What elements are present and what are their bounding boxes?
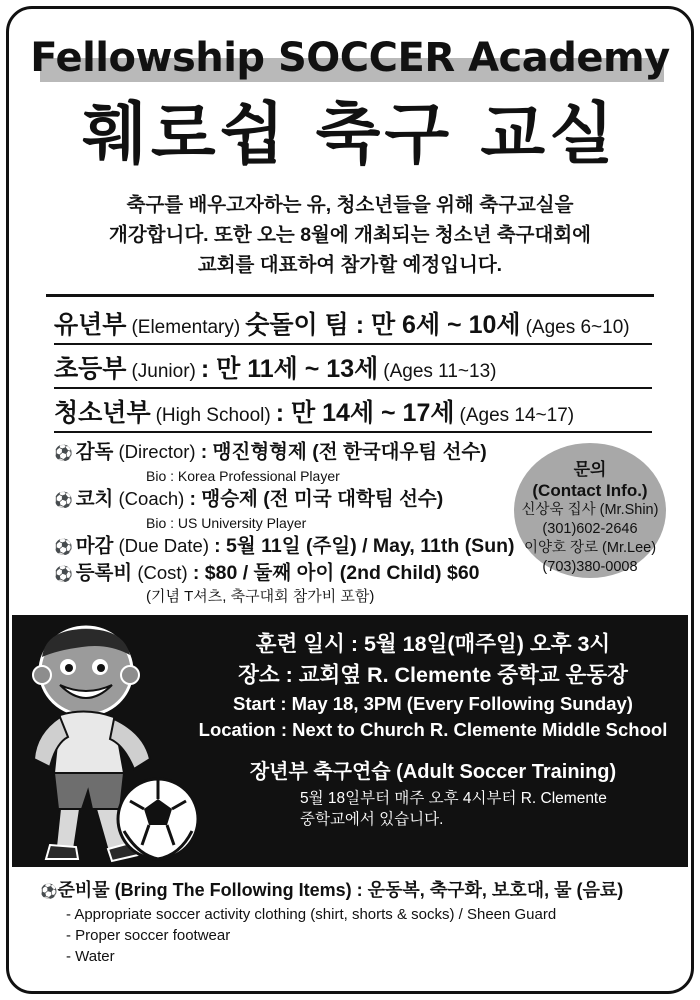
soccer-ball-bullet-icon: ⚽ xyxy=(40,883,58,899)
bring-item: - Appropriate soccer activity clothing (shirt, shorts & socks) / Sheen Guard xyxy=(66,906,557,923)
age-group-list xyxy=(54,305,652,433)
group-name-english: (High School) xyxy=(155,405,271,426)
director-bio: Bio : Korea Professional Player xyxy=(146,468,340,484)
group-name-english: (Junior) xyxy=(131,361,196,382)
contact-title-korean: 문의 xyxy=(573,460,607,479)
contact-phone-2: (703)380-0008 xyxy=(542,559,638,575)
intro-paragraph xyxy=(52,190,648,280)
cost-label: 등록비 xyxy=(75,562,133,584)
intro-line-1: 축구를 배우고자하는 유, 청소년들을 위해 축구교실을 xyxy=(126,194,574,216)
director-value: : 맹진형형제 (전 한국대우팀 선수) xyxy=(200,441,487,463)
info-row-director xyxy=(54,439,487,466)
contact-person-1: 신상욱 집사 (Mr.Shin) xyxy=(521,502,659,518)
soccer-ball-bullet-icon: ⚽ xyxy=(54,539,73,556)
director-label: 감독 xyxy=(75,441,114,463)
divider-top xyxy=(46,294,654,297)
schedule-korean-line-2: 장소 : 교회옆 R. Clemente 중학교 운동장 xyxy=(238,663,628,687)
divider-group-2 xyxy=(54,387,652,389)
contact-phone-1: (301)602-2646 xyxy=(542,521,638,537)
group-name-korean: 유년부 xyxy=(54,311,127,339)
bring-items-heading-text: 준비물 (Bring The Following Items) : 운동복, 축구화, 보호대, 물 (음료) xyxy=(57,880,624,900)
intro-line-3: 교회를 대표하여 참가할 예정입니다. xyxy=(197,254,503,276)
info-row-cost xyxy=(54,560,484,587)
bring-item: - Proper soccer footwear xyxy=(66,927,231,944)
age-group-row xyxy=(54,349,652,385)
schedule-english-line-1: Start : May 18, 3PM (Every Following Sunday) xyxy=(233,693,633,714)
group-name-korean: 청소년부 xyxy=(54,399,151,427)
info-row-due-date xyxy=(54,533,515,560)
contact-title-english: (Contact Info.) xyxy=(532,481,648,500)
soccer-ball-bullet-icon: ⚽ xyxy=(54,492,73,509)
coach-label: 코치 xyxy=(75,488,114,510)
due-value: : 5월 11일 (주일) / May, 11th (Sun) xyxy=(214,535,515,557)
group-detail: : 만 14세 ~ 17세 xyxy=(275,399,455,427)
due-label: 마감 xyxy=(75,535,114,557)
bring-items-heading xyxy=(40,877,688,904)
adult-training-title: 장년부 축구연습 (Adult Soccer Training) xyxy=(249,761,617,783)
due-label-english: (Due Date) xyxy=(118,535,209,556)
contact-person-2: 이양호 장로 (Mr.Lee) xyxy=(523,540,657,556)
cost-label-english: (Cost) xyxy=(137,562,188,583)
group-ages: (Ages 14~17) xyxy=(459,405,575,426)
coach-value: : 맹승제 (전 미국 대학팀 선수) xyxy=(189,488,444,510)
cost-note: (기념 T셔츠, 축구대회 참가비 포함) xyxy=(146,588,375,605)
group-detail: : 만 11세 ~ 13세 xyxy=(200,355,379,383)
bring-items-section xyxy=(40,877,688,967)
divider-group-1 xyxy=(54,343,652,345)
director-label-english: (Director) xyxy=(118,441,196,462)
age-group-row xyxy=(54,393,652,429)
page-title-korean: 훼로쉽 축구 교실 xyxy=(82,95,618,173)
intro-line-2: 개강합니다. 또한 오는 8월에 개최되는 청소년 축구대회에 xyxy=(108,224,592,246)
group-ages: (Ages 6~10) xyxy=(525,317,630,338)
schedule-english-line-2: Location : Next to Church R. Clemente Middle School xyxy=(198,719,668,740)
soccer-boy-illustration xyxy=(20,623,200,867)
group-name-english: (Elementary) xyxy=(131,317,241,338)
group-ages: (Ages 11~13) xyxy=(383,361,497,382)
soccer-ball-bullet-icon: ⚽ xyxy=(54,566,73,583)
contact-bubble xyxy=(514,443,666,578)
page-title-english: Fellowship SOCCER Academy xyxy=(30,35,670,81)
info-row-coach xyxy=(54,486,484,513)
schedule-text xyxy=(190,629,676,830)
schedule-korean-line-1: 훈련 일시 : 5월 18일(매주일) 오후 3시 xyxy=(255,632,611,656)
title-block xyxy=(26,30,674,90)
poster-content xyxy=(12,12,688,988)
bring-item: - Water xyxy=(66,948,115,965)
age-group-row xyxy=(54,305,652,341)
adult-training-line-2: 중학교에서 있습니다. xyxy=(300,811,444,828)
group-detail: 숫돌이 팀 : 만 6세 ~ 10세 xyxy=(245,311,521,339)
info-section xyxy=(12,439,688,607)
divider-group-3 xyxy=(54,431,652,433)
soccer-ball-bullet-icon: ⚽ xyxy=(54,445,73,462)
group-name-korean: 초등부 xyxy=(54,355,127,383)
coach-label-english: (Coach) xyxy=(118,488,185,509)
adult-training-line-1: 5월 18일부터 매주 오후 4시부터 R. Clemente xyxy=(300,790,607,807)
info-list xyxy=(54,439,515,607)
schedule-band xyxy=(12,615,688,867)
coach-bio: Bio : US University Player xyxy=(146,515,307,531)
cost-value: : $80 / 둘째 아이 (2nd Child) $60 xyxy=(192,562,480,584)
